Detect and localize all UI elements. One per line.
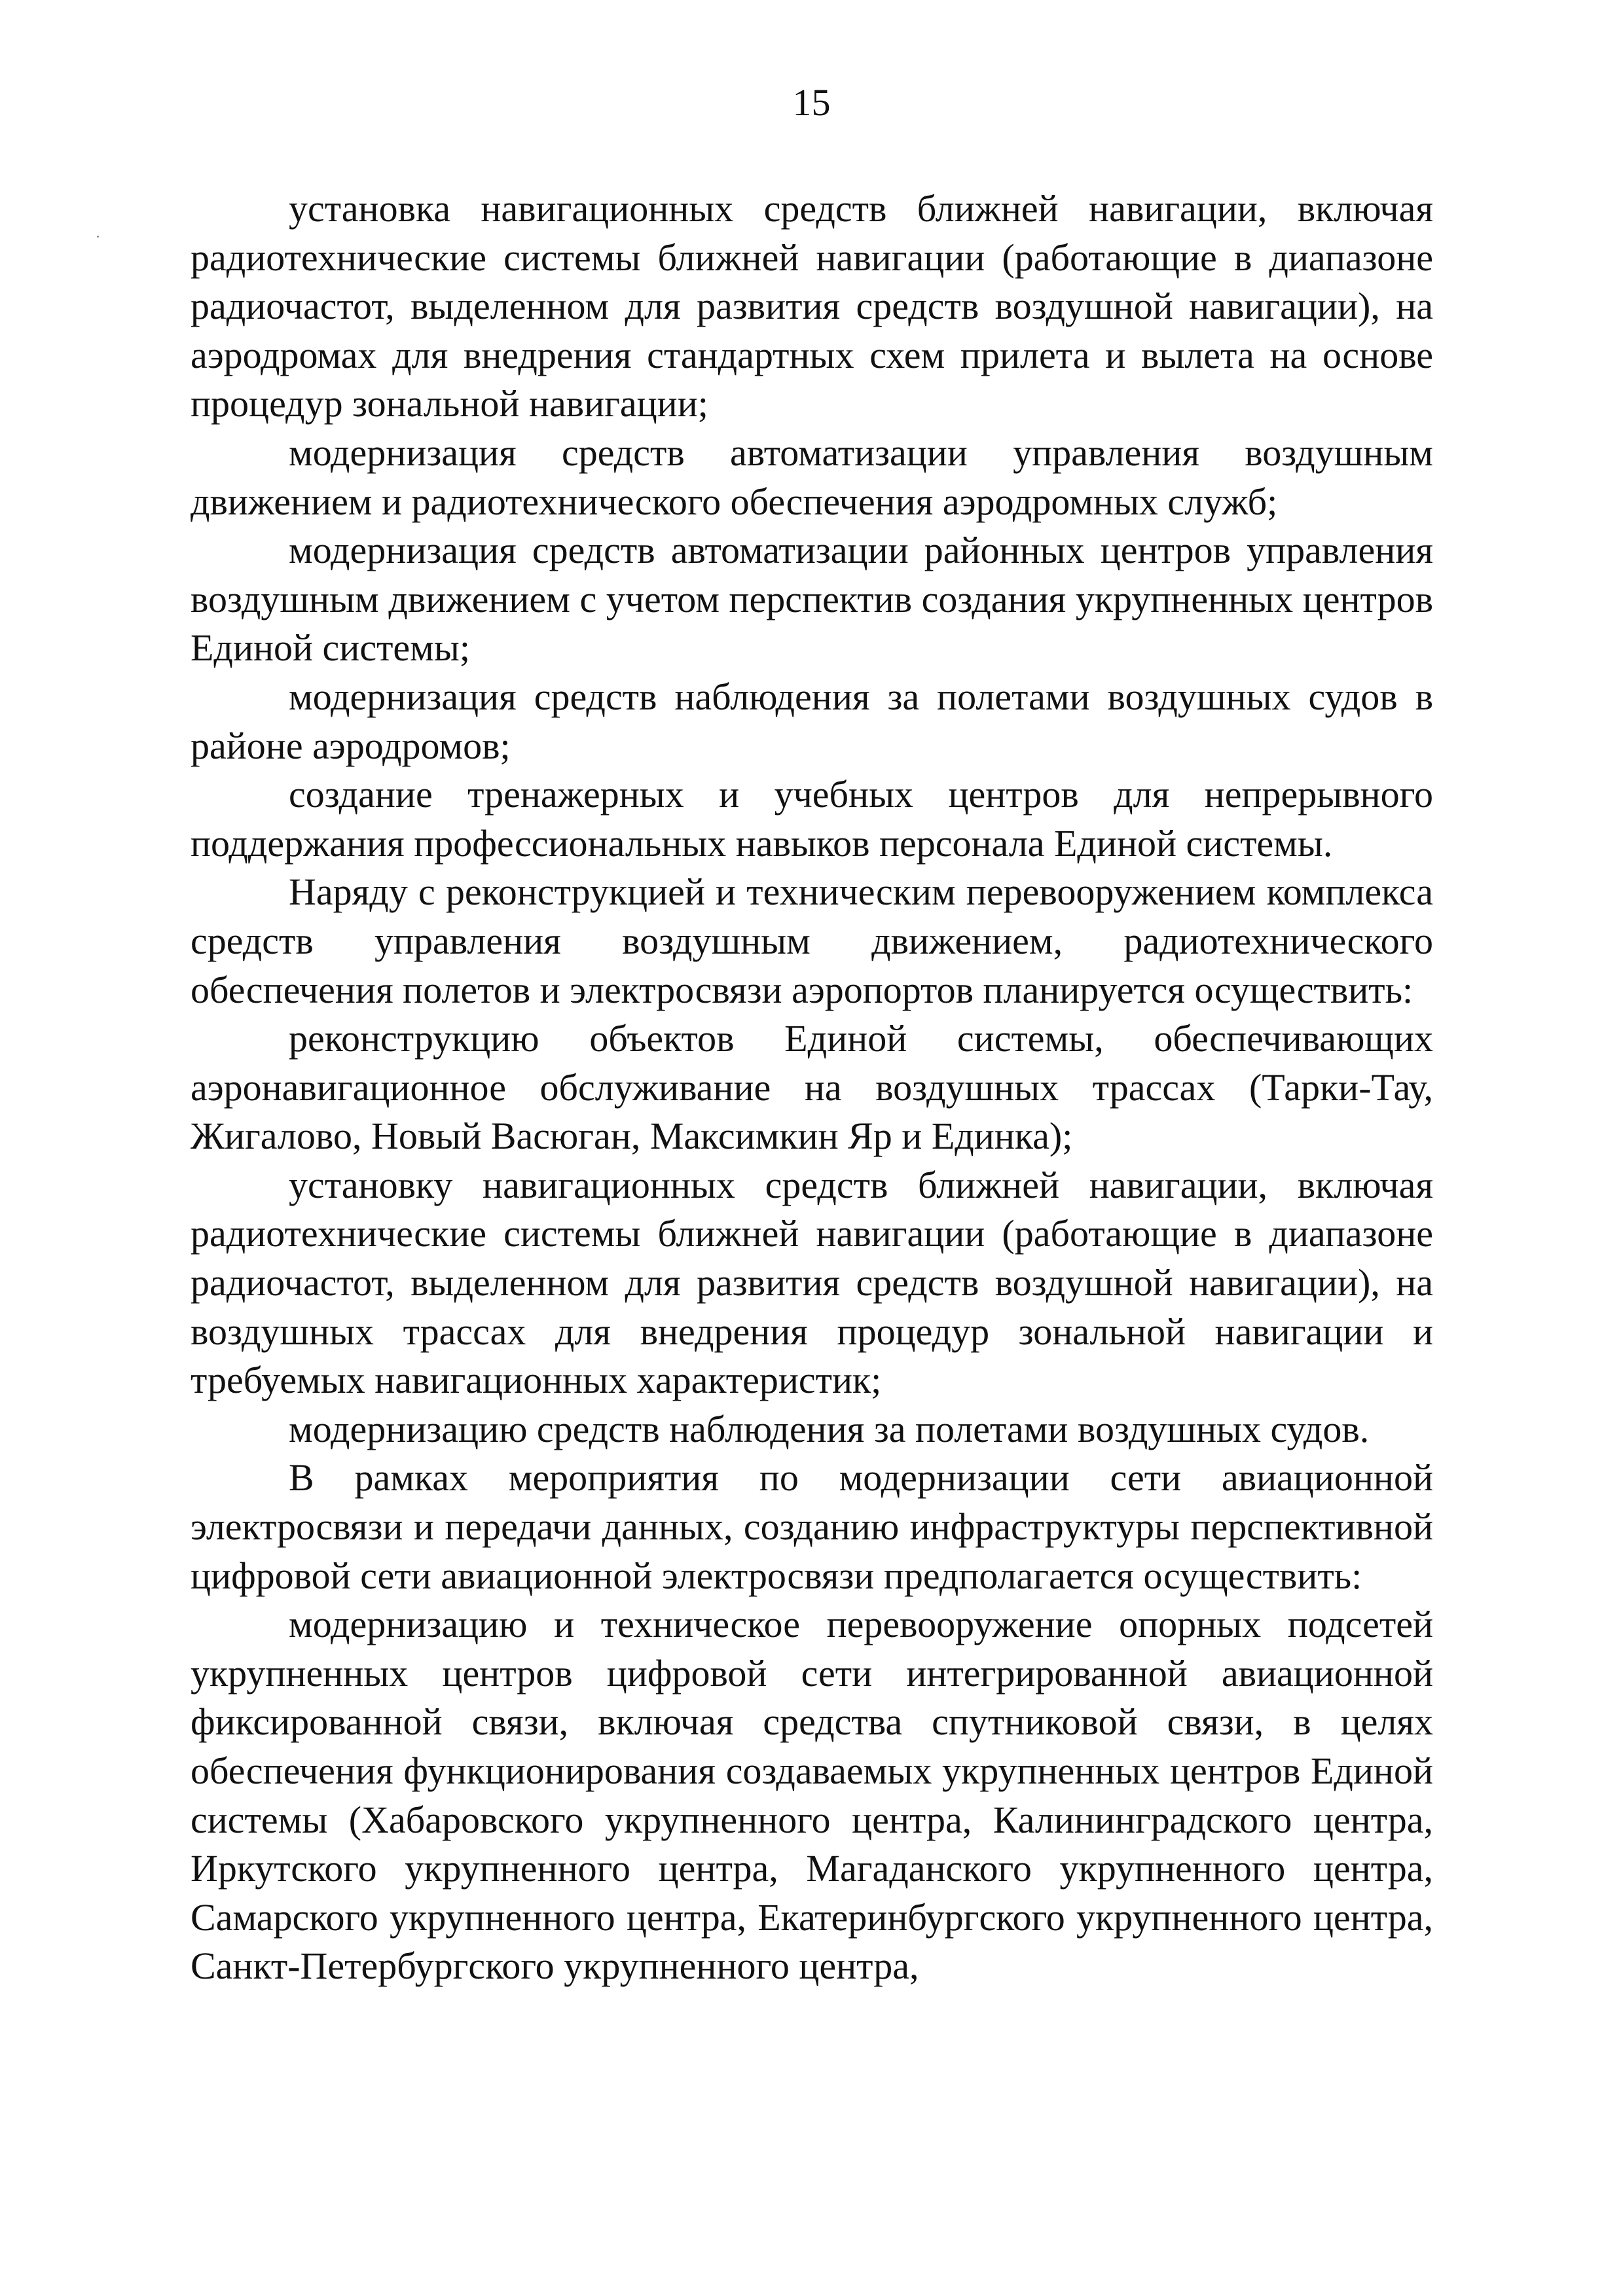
paragraph-airway-facilities: реконструкцию объектов Единой системы, обеспечивающих аэронавигационное обслуживание на воздушных трассах (Тарки-Тау, Жигалово, Новый Васюган, Максимкин Яр и Единка);	[191, 1017, 1433, 1158]
paragraph-nav-aids-airways: установку навигационных средств ближней навигации, включая радиотехнические системы ближней навигации (работающие в диапазоне радиочастот, выделенном для развития средств воздушной навигации), на воздушных трассах для внедрения процедур зональной навигации и требуемых навигационных характеристик;	[191, 1163, 1433, 1402]
paragraph-telecom-network: В рамках мероприятия по модернизации сети авиационной электросвязи и передачи данных, созданию инфраструктуры перспективной цифровой сети авиационной электросвязи предполагается осуществить:	[191, 1456, 1433, 1597]
paragraph-training-centers: создание тренажерных и учебных центров для непрерывного поддержания профессиональных навыков персонала Единой системы.	[191, 773, 1433, 865]
paragraph-nav-aids-aerodromes: установка навигационных средств ближней навигации, включая радиотехнические системы ближней навигации (работающие в диапазоне радиочастот, выделенном для развития средств воздушной навигации), на аэродромах для внедрения стандартных схем прилета и вылета на основе процедур зональной навигации;	[191, 187, 1433, 425]
paragraph-regional-centers: модернизация средств автоматизации районных центров управления воздушным движением с учетом перспектив создания укрупненных центров Единой системы;	[191, 529, 1433, 670]
scan-speck	[97, 236, 99, 238]
paragraph-atm-automation: модернизация средств автоматизации управления воздушным движением и радиотехнического обеспечения аэродромных служб;	[191, 431, 1433, 523]
paragraph-surveillance-modernization: модернизацию средств наблюдения за полетами воздушных судов.	[289, 1407, 1370, 1450]
page-number: 15	[792, 81, 831, 124]
paragraph-surveillance-aerodromes: модернизация средств наблюдения за полетами воздушных судов в районе аэродромов;	[191, 675, 1433, 767]
paragraph-reconstruction-plan: Наряду с реконструкцией и техническим перевооружением комплекса средств управления воздушным движением, радиотехнического обеспечения полетов и электросвязи аэропортов планируется осуществить:	[191, 870, 1433, 1011]
paragraph-backbone-subnetworks: модернизацию и техническое перевооружение опорных подсетей укрупненных центров цифровой сети интегрированной авиационной фиксированной связи, включая средства спутниковой связи, в целях обеспечения функционирования создаваемых укрупненных центров Единой системы (Хабаровского укрупненного центра, Калининградского центра, Иркутского укрупненного центра, Магаданского укрупненного центра, Самарского укрупненного центра, Екатеринбургского укрупненного центра, Санкт-Петербургского укрупненного центра,	[191, 1603, 1433, 1988]
document-body	[191, 185, 1433, 1991]
